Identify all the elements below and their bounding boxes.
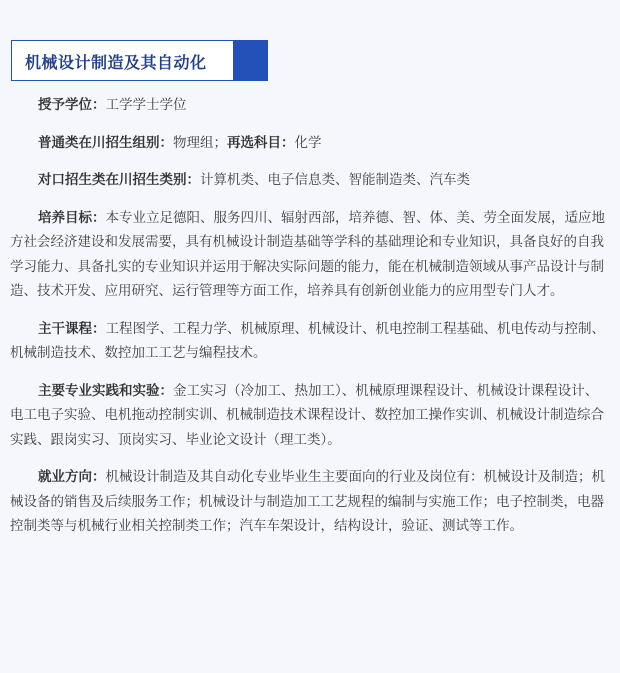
major-title-box	[11, 40, 268, 81]
employment-paragraph	[10, 465, 608, 539]
main-courses-paragraph	[10, 317, 608, 366]
practice-value: 金工实习（冷加工、热加工）、机械原理课程设计、机械设计课程设计、电工电子实验、电机拖动控制实训、机械制造技术课程设计、数控加工操作实训、机械设计制造综合实践、跟岗实习、顶岗实习、毕业论文设计（理工类）。	[10, 382, 604, 448]
vocational-admission-paragraph	[10, 168, 608, 193]
degree-value: 工学学士学位	[105, 97, 187, 113]
reselect-subject-label: 再选科目：	[227, 134, 295, 151]
title-accent-block	[234, 40, 268, 81]
title-frame	[11, 40, 234, 81]
main-courses-value: 工程图学、工程力学、机械原理、机械设计、机电控制工程基础、机电传动与控制、机械制造技术、数控加工工艺与编程技术。	[10, 320, 605, 361]
reselect-subject-value: 化学	[294, 134, 322, 151]
practice-paragraph	[10, 379, 608, 453]
vocational-admission-label: 对口招生类在川招生类别：	[38, 172, 200, 188]
degree-label: 授予学位：	[38, 97, 106, 113]
degree-paragraph	[10, 93, 608, 118]
general-admission-value: 物理组；	[173, 134, 227, 151]
main-courses-label: 主干课程：	[38, 320, 106, 337]
general-admission-paragraph	[10, 131, 608, 156]
employment-value: 机械设计制造及其自动化专业毕业生主要面向的行业及岗位有：机械设计及制造；机械设备的销售及后续服务工作；机械设计与制造加工工艺规程的编制与实施工作；电子控制类，电器控制类等与机械行业相关控制类工作；汽车车架设计，结构设计，验证、测试等工作。	[10, 469, 605, 534]
practice-label: 主要专业实践和实验：	[38, 382, 173, 399]
training-goal-value: 本专业立足德阳、服务四川、辐射西部，培养德、智、体、美、劳全面发展，适应地方社会经济建设和发展需要，具有机械设计制造基础等学科的基础理论和专业知识，具备良好的自我学习能力、具备扎实的专业知识并运用于解决实际问题的能力，能在机械制造领域从事产品设计与制造、技术开发、应用研究、运行管理等方面工作，培养具有创新创业能力的应用型专门人才。	[10, 209, 605, 299]
major-description	[10, 93, 608, 552]
vocational-admission-value: 计算机类、电子信息类、智能制造类、汽车类	[200, 172, 470, 188]
employment-label: 就业方向：	[38, 469, 106, 485]
training-goal-label: 培养目标：	[38, 209, 106, 226]
training-goal-paragraph	[10, 206, 608, 304]
general-admission-label: 普通类在川招生组别：	[38, 134, 173, 151]
major-title: 机械设计制造及其自动化	[25, 53, 207, 72]
